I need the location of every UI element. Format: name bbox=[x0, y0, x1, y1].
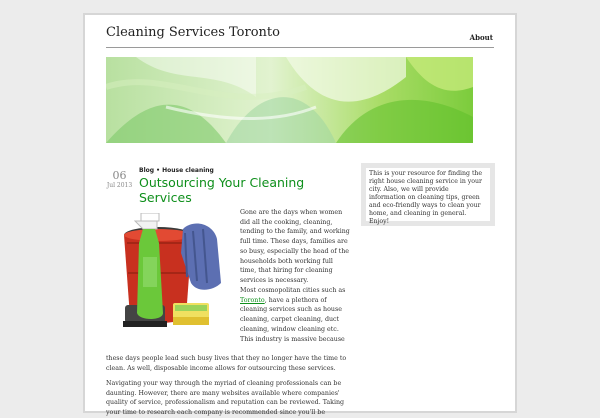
sidebar-about-box bbox=[361, 163, 495, 226]
post-title[interactable]: Outsourcing Your Cleaning Services bbox=[139, 175, 305, 205]
category-link-blog[interactable]: Blog bbox=[139, 167, 155, 174]
post-paragraph-1: Gone are the days when women did all the cooking, cleaning, tending to the family, and working full time. These days, families are so busy, especially the head of the households both working full time, that hiring for cleaning services is necessary. bbox=[240, 209, 350, 284]
page-container bbox=[83, 13, 517, 417]
post-date-day: 06 bbox=[112, 169, 127, 182]
category-separator: • bbox=[156, 167, 160, 174]
toronto-link[interactable]: Toronto bbox=[240, 296, 265, 304]
post-paragraph-3: Navigating your way through the myriad of cleaning professionals can be daunting. However, there are many websites available where companies' quality of service, professionalism and reputation can be reviewed. Taking your time to research each company is recommended since you'll be bbox=[106, 380, 345, 417]
header-divider bbox=[106, 47, 494, 48]
post-paragraph-2-text: Most cosmopolitan cities such as bbox=[240, 287, 346, 294]
post-categories bbox=[139, 167, 214, 174]
sidebar-text: This is your resource for finding the right house cleaning service in your city. Also, we will provide information on cleaning tips, green and eco-friendly ways to clean your home, and cleaning in general. Enjoy! bbox=[366, 168, 490, 221]
post-date bbox=[106, 170, 133, 196]
category-link-house-cleaning[interactable]: House cleaning bbox=[162, 167, 214, 174]
cleaning-supplies-image bbox=[113, 213, 228, 341]
post-paragraph-2 bbox=[240, 286, 350, 344]
post-paragraph-2-continued: these days people lead such busy lives that they no longer have the time to clean. As well, disposable income allows for outsourcing these services. bbox=[106, 355, 347, 372]
post-date-month: Jul 2013 bbox=[106, 182, 133, 189]
header-banner-image bbox=[106, 57, 473, 143]
site-title[interactable]: Cleaning Services Toronto bbox=[106, 25, 280, 40]
nav-about-link[interactable]: About bbox=[469, 33, 493, 42]
post-paragraph-2-text-after: , have a plethora of cleaning services such as house cleaning, carpet cleaning, duct cleaning, window cleaning etc. This industry is massive because bbox=[240, 296, 345, 343]
